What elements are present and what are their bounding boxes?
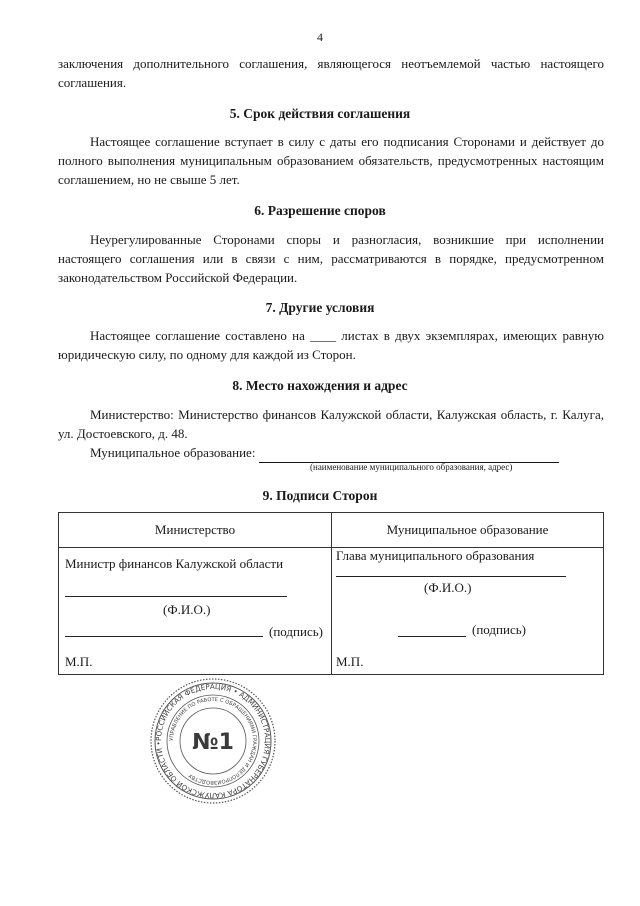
ministry-fio-caption: (Ф.И.О.) — [163, 602, 211, 617]
official-seal — [148, 676, 278, 806]
municipal-fio-line — [336, 576, 566, 577]
ministry-address: Министерство: Министерство финансов Калужской области, Калужская область, г. Калуга, ул. Достоевского, д. 48. — [58, 407, 604, 441]
ministry-signature-cell — [59, 548, 332, 675]
municipal-address-line — [259, 443, 559, 463]
municipal-signature-line — [398, 636, 466, 637]
ministry-fio-line — [65, 596, 287, 597]
section7-blank: ____ — [310, 328, 337, 343]
section9-heading: 9. Подписи Сторон — [262, 488, 378, 503]
municipal-signature-caption: (подпись) — [472, 622, 526, 637]
municipal-signature-cell — [332, 548, 604, 675]
ministry-signer-title: Министр финансов Калужской области — [65, 556, 284, 571]
seal-inner-text: УПРАВЛЕНИЕ ПО РАБОТЕ С ОБРАЩЕНИЯМИ ГРАЖДАН И ДЕЛОПРОИЗВОДСТВУ — [168, 696, 258, 786]
municipal-address-row — [90, 443, 610, 463]
section7-text-before: Настоящее соглашение составлено на — [90, 328, 305, 343]
section7-text — [58, 326, 604, 364]
section5-heading: 5. Срок действия соглашения — [229, 106, 411, 121]
municipal-signer-title: Глава муниципального образования — [336, 548, 535, 563]
section8-heading: 8. Место нахождения и адрес — [232, 378, 408, 393]
ministry-mp: М.П. — [65, 654, 93, 669]
section5-text: Настоящее соглашение вступает в силу с даты его подписания Сторонами и действует до полного выполнения муниципальным образованием обязательств, предусмотренных настоящим соглашением, но не свыше 5 лет. — [58, 134, 604, 187]
section7-heading: 7. Другие условия — [265, 300, 375, 315]
section6-text: Неурегулированные Сторонами споры и разногласия, возникшие при исполнении настоящего соглашения или в связи с ним, рассматриваются в порядке, предусмотренном законодательством Российской Федерации. — [58, 232, 604, 285]
section7-text-after: листах в двух экземплярах, имеющих равную юридическую силу, по одному для каждой из Сторон. — [58, 328, 605, 362]
municipal-caption: (наименование муниципального образования, адрес) — [310, 462, 513, 472]
seal-number: №1 — [192, 730, 234, 755]
section6-heading: 6. Разрешение споров — [254, 203, 386, 218]
ministry-signature-line — [65, 636, 263, 637]
municipal-mp: М.П. — [336, 654, 364, 669]
page-number: 4 — [317, 30, 323, 44]
signatures-table — [58, 512, 604, 675]
ministry-header: Министерство — [59, 513, 332, 548]
municipal-fio-caption: (Ф.И.О.) — [424, 580, 472, 595]
municipal-header: Муниципальное образование — [332, 513, 604, 548]
ministry-signature-caption: (подпись) — [269, 624, 323, 639]
seal-ring-text: РОССИЙСКАЯ ФЕДЕРАЦИЯ • АДМИНИСТРАЦИЯ ГУБЕРНАТОРА КАЛУЖСКОЙ ОБЛАСТИ • — [153, 681, 273, 801]
intro-continuation: заключения дополнительного соглашения, являющегося неотъемлемой частью настоящего соглашения. — [58, 56, 604, 90]
municipal-label: Муниципальное образование: — [90, 445, 256, 460]
